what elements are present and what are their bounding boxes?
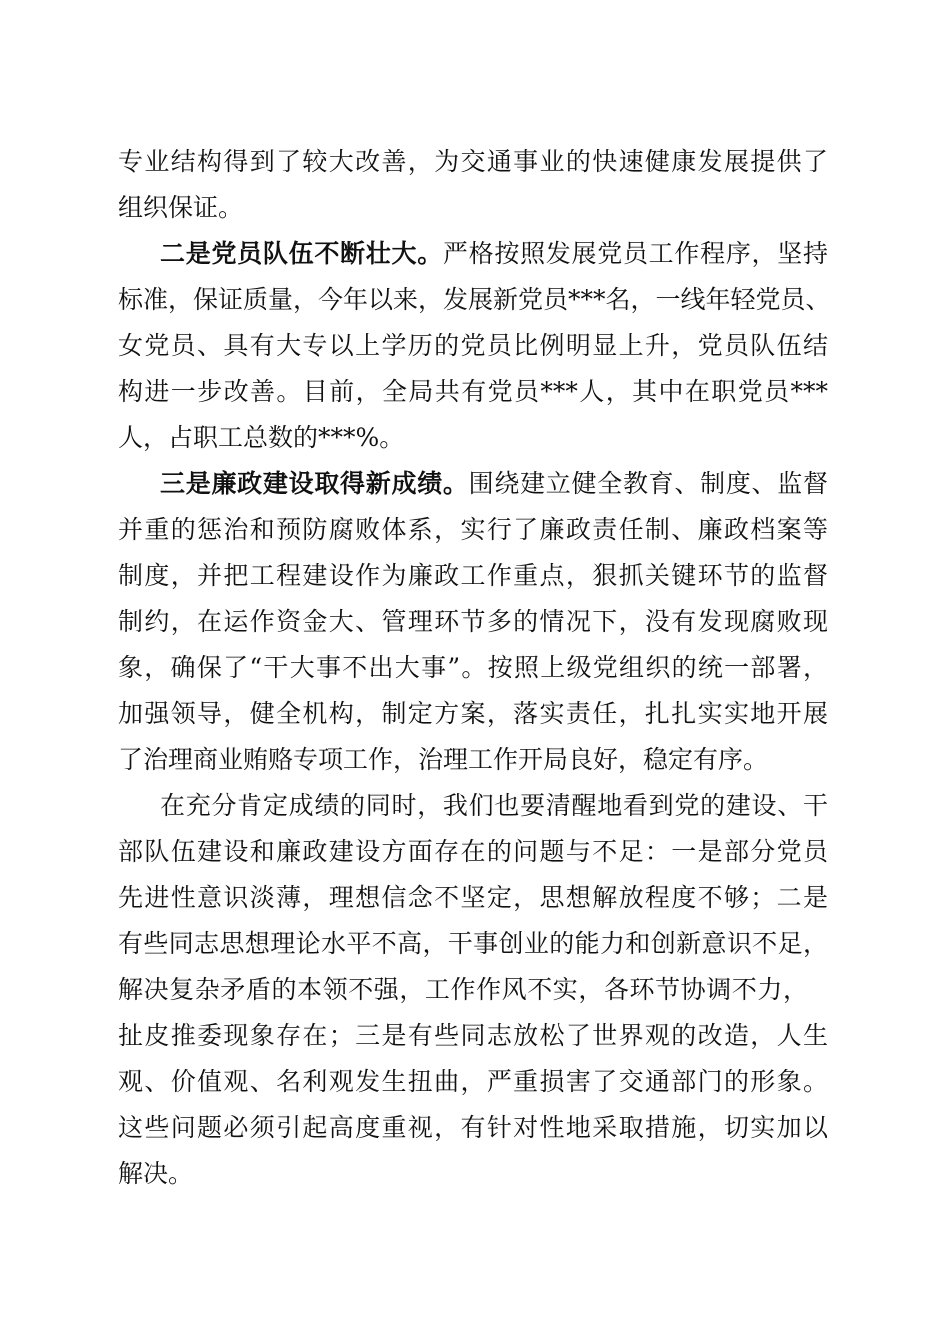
- paragraph-heading: 三是廉政建设取得新成绩。: [160, 469, 469, 498]
- text-line: 构进一步改善。目前，全局共有党员***人，其中在职党员***: [118, 377, 828, 406]
- text-line: 有些同志思想理论水平不高，干事创业的能力和创新意识不足，: [118, 929, 828, 958]
- text-line: 了治理商业贿赂专项工作，治理工作开局良好，稳定有序。: [118, 745, 769, 774]
- text-line: 标准，保证质量，今年以来，发展新党员***名，一线年轻党员、: [118, 285, 831, 314]
- text-line: 解决。: [118, 1159, 194, 1188]
- text-line: 扯皮推委现象存在；三是有些同志放松了世界观的改造，人生: [118, 1021, 828, 1050]
- text-line: 女党员、具有大专以上学历的党员比例明显上升，党员队伍结: [118, 331, 828, 360]
- text-line: 在充分肯定成绩的同时，我们也要清醒地看到党的建设、干: [160, 791, 828, 820]
- text-line: 制度，并把工程建设作为廉政工作重点，狠抓关键环节的监督: [118, 561, 828, 590]
- paragraph-text: 严格按照发展党员工作程序，坚持: [442, 239, 828, 268]
- text-line: 观、价值观、名利观发生扭曲，严重损害了交通部门的形象。: [118, 1067, 828, 1096]
- text-line: 先进性意识淡薄，理想信念不坚定，思想解放程度不够；二是: [118, 883, 828, 912]
- text-line: 象，确保了“干大事不出大事”。按照上级党组织的统一部署，: [118, 653, 828, 682]
- text-line: 组织保证。: [118, 193, 244, 222]
- paragraph-3-first-line: [160, 462, 828, 506]
- text-line: 加强领导，健全机构，制定方案，落实责任，扎扎实实地开展: [118, 699, 828, 728]
- text-line: 这些问题必须引起高度重视，有针对性地采取措施，切实加以: [118, 1113, 828, 1142]
- text-line: 专业结构得到了较大改善，为交通事业的快速健康发展提供了: [118, 147, 828, 176]
- paragraph-heading: 二是党员队伍不断壮大。: [160, 239, 443, 268]
- paragraph-2-first-line: [160, 232, 828, 276]
- text-line: 并重的惩治和预防腐败体系，实行了廉政责任制、廉政档案等: [118, 515, 828, 544]
- text-line: 人，占职工总数的***%。: [118, 423, 405, 452]
- text-line: 解决复杂矛盾的本领不强，工作作风不实，各环节协调不力，: [118, 975, 808, 1004]
- text-line: 制约，在运作资金大、管理环节多的情况下，没有发现腐败现: [118, 607, 828, 636]
- text-line: 部队伍建设和廉政建设方面存在的问题与不足：一是部分党员: [118, 837, 828, 866]
- paragraph-text: 围绕建立健全教育、制度、监督: [468, 469, 828, 498]
